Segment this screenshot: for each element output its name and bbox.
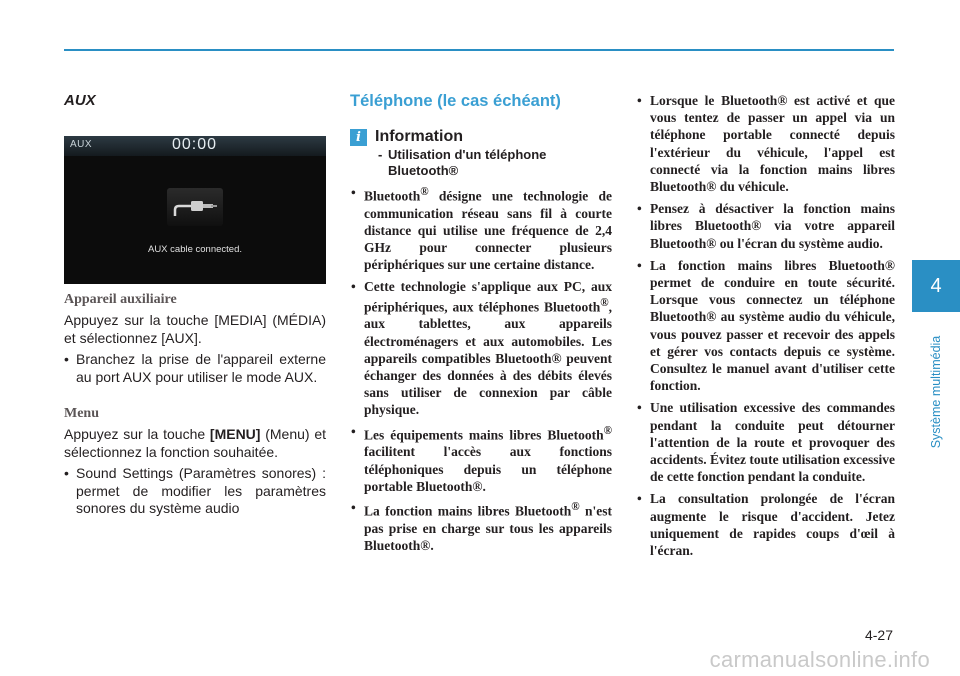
info-title: Information [375, 128, 463, 145]
bullet-text: facilitent l'accès aux fonctions téléphoniques depuis un téléphone portable Bluetooth®. [364, 444, 612, 494]
list-item: • Pensez à désactiver la fonction mains libres Bluetooth® via votre appareil Bluetooth® ou l'écran du système audio. [636, 200, 895, 252]
bullet-text: , aux tablettes, aux appareils électroménagers et aux automobiles. Les appareils compatibles Bluetooth® peuvent échanger des données à des débits élevés sans utiliser de connexion par câble physique. [364, 299, 612, 418]
screen-message: AUX cable connected. [147, 244, 242, 255]
list-item: • La fonction mains libres Bluetooth® permet de conduire en toute sécurité. Lorsque vous connectez un téléphone Bluetooth® au système audio du véhicule, vous pouvez passer et recevoir des appels et gérer vos contacts depuis ce système. Consultez le manuel avant d'utiliser cette fonction. [636, 257, 895, 395]
aux-subheading: Appareil auxiliaire [64, 292, 177, 307]
menu-instruction [64, 426, 326, 461]
aux-instruction: Appuyez sur la touche [MEDIA] (MÉDIA) et sélectionnez [AUX]. [64, 312, 326, 346]
left-column [64, 92, 326, 518]
list-item [350, 423, 612, 495]
section-title: Téléphone (le cas échéant) [350, 92, 561, 110]
bullet-text: n'est pas prise en charge sur tous les appareils Bluetooth®. [364, 503, 613, 553]
list-item: • Sound Settings (Paramètres sonores) : permet de modifier les paramètres sonores du système audio [64, 465, 326, 518]
registered-mark: ® [600, 296, 609, 309]
registered-mark: ® [603, 424, 612, 437]
bullet-text: désigne une technologie de communication réseau sans fil à courte distance qui utilise une fréquence de 2,4 GHz pour connecter plusieurs périphériques sur une certaine distance. [364, 188, 612, 273]
watermark: carmanualsonline.info [709, 647, 930, 672]
top-rule [64, 49, 894, 51]
aux-heading: AUX [64, 92, 96, 109]
menu-text-post: (Menu) et sélectionnez la fonction souhaitée. [64, 426, 326, 460]
middle-column [350, 92, 612, 558]
bluetooth-bullet-list [350, 184, 612, 554]
list-item: • Une utilisation excessive des commandes pendant la conduite peut détourner l'attention de la route et provoquer des accidents. Évitez toute utilisation excessive de cette fonction pendant la conduite. [636, 399, 895, 485]
safety-bullet-list [636, 92, 895, 559]
chapter-label [920, 322, 948, 462]
menu-bullet-list [64, 465, 326, 518]
bullet-text: Cette technologie s'applique aux PC, aux périphériques, aux téléphones Bluetooth [364, 278, 612, 315]
chapter-tab: 4 [912, 260, 960, 312]
bullet-text: Les équipements mains libres Bluetooth [364, 427, 604, 443]
screen-clock: 00:00 [172, 136, 218, 153]
page-number: 4-27 [864, 627, 893, 643]
info-icon: i [350, 129, 367, 146]
menu-text-pre: Appuyez sur la touche [64, 426, 210, 442]
list-item: • La consultation prolongée de l'écran augmente le risque d'accident. Jetez uniquement de rapides coups d'œil à l'écran. [636, 490, 895, 559]
aux-bullet-list [64, 351, 326, 386]
aux-plug-icon [167, 188, 223, 226]
list-item: • Branchez la prise de l'appareil externe au port AUX pour utiliser le mode AUX. [64, 351, 326, 386]
screen-mode-label: AUX [70, 139, 93, 150]
chapter-label-text: Système multimédia [929, 335, 943, 449]
registered-mark: ® [571, 500, 580, 513]
info-header [350, 128, 612, 146]
info-subtitle-line1: Utilisation d'un téléphone [388, 147, 547, 162]
registered-mark: ® [420, 186, 429, 198]
list-item [350, 499, 612, 554]
bullet-text: La fonction mains libres Bluetooth [364, 503, 572, 519]
menu-subheading: Menu [64, 406, 99, 421]
right-column [636, 92, 895, 564]
info-subtitle [350, 147, 612, 178]
aux-screen-image [64, 136, 326, 284]
list-item [350, 184, 612, 274]
info-dash: - [378, 147, 383, 162]
bullet-text: Bluetooth [364, 188, 421, 204]
menu-key-label: [MENU] [209, 426, 261, 442]
list-item [350, 278, 612, 419]
list-item: • Lorsque le Bluetooth® est activé et que vous tentez de passer un appel via un téléphone portable connecté depuis l'extérieur du véhicule, l'appel est connecté via la fonction mains libres Bluetooth® du véhicule. [636, 92, 895, 195]
info-subtitle-line2: Bluetooth® [388, 162, 459, 178]
